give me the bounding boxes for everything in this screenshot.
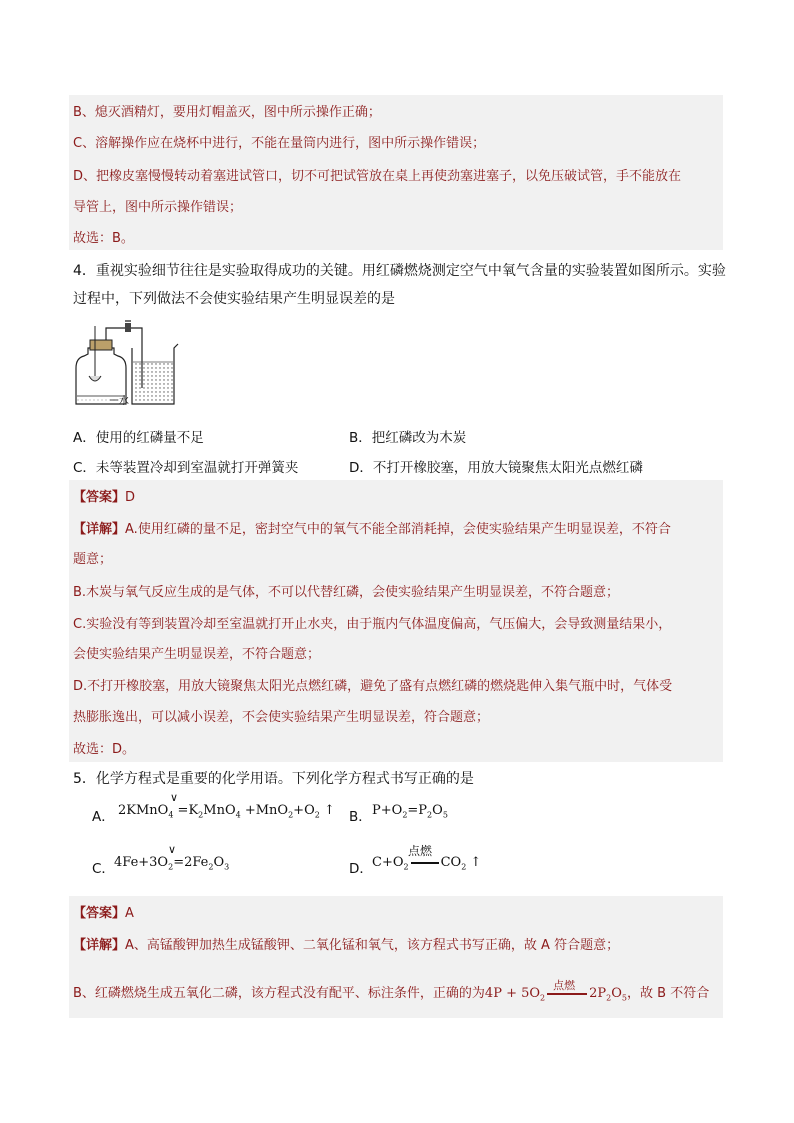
explanation-line: 故选：B。 (73, 231, 134, 246)
explanation-line: 热膨胀逸出，可以减小误差，不会使实验结果产生明显误差，符合题意； (73, 710, 490, 725)
explanation-line: ，故 B 不符合 (627, 986, 710, 1001)
answer-block-q5 (69, 896, 723, 1018)
explanation-line: 会使实验结果产生明显误差，不符合题意； (73, 647, 321, 662)
question-4-stem: 4．重视实验细节往往是实验取得成功的关键。用红磷燃烧测定空气中氧气含量的实验装置如图所示。实验 (73, 263, 726, 279)
explanation-line: C、溶解操作应在烧杯中进行，不能在量筒内进行，图中所示操作错误； (73, 136, 486, 151)
equation-c: $4Fe+3O_2=2Fe_2O_3$ (114, 855, 230, 872)
question-4-option-c: C．未等装置冷却到室温就打开弹簧夹 (73, 460, 299, 476)
question-4-stem-cont: 过程中，下列做法不会使实验结果产生明显误差的是 (73, 291, 395, 307)
explanation-line: 题意； (73, 552, 113, 567)
answer-value: D (125, 490, 136, 505)
question-4-option-b: B．把红磷改为木炭 (349, 430, 467, 446)
explanation-line: D、把橡皮塞慢慢转动着塞进试管口，切不可把试管放在桌上再使劲塞进塞子，以免压破试管，手不能放在 (73, 169, 682, 184)
explanation-line: A、高锰酸钾加热生成锰酸钾、二氧化锰和氧气，该方程式书写正确，故 A 符合题意； (125, 938, 620, 953)
answer-value: A (125, 906, 134, 921)
equation-b: $P+O_2=P_2O_5$ (372, 803, 448, 820)
heat-symbol: ∨ (170, 791, 179, 804)
figure-label-water: 水 (119, 396, 129, 407)
question-5-option-c-label: C． (92, 861, 115, 877)
ignite-condition: 点燃 (553, 978, 576, 992)
explanation-line: B、熄灭酒精灯，要用灯帽盖灭，图中所示操作正确； (73, 105, 381, 120)
explanation-line: C.实验没有等到装置冷却至室温就打开止水夹，由于瓶内气体温度偏高，气压偏大，会导致测量结果小， (73, 617, 672, 632)
detail-label: 【详解】 (73, 522, 126, 537)
question-5-option-d-label: D． (349, 861, 373, 877)
detail-label: 【详解】 (73, 938, 126, 953)
explanation-line: A.使用红磷的量不足，密封空气中的氧气不能全部消耗掉，会使实验结果产生明显误差，不符合 (125, 522, 671, 537)
equation-d: $C+O_2$ $CO_2$ ↑ (372, 855, 482, 872)
equation-a: 2KMnO$_4$ $=K_2MnO_4 +MnO_2+O_2$ ↑ (118, 803, 335, 820)
ignite-condition: 点燃 (408, 844, 433, 858)
answer-block-q4 (69, 480, 723, 762)
question-4-option-d: D．不打开橡胶塞，用放大镜聚焦太阳光点燃红磷 (349, 460, 643, 476)
question-5-option-b-label: B． (349, 809, 372, 825)
question-4-option-a: A．使用的红磷量不足 (73, 430, 204, 446)
answer-label: 【答案】 (73, 490, 126, 505)
explanation-line: B.木炭与氧气反应生成的是气体，不可以代替红磷，会使实验结果产生明显误差，不符合题意； (73, 585, 620, 600)
explanation-line: 故选：D。 (73, 742, 136, 757)
explanation-line: 导管上，图中所示操作错误； (73, 200, 243, 215)
explanation-line: B、红磷燃烧生成五氧化二磷，该方程式没有配平、标注条件，正确的为 (73, 986, 485, 1001)
question-5-option-a-label: A． (92, 809, 115, 825)
question-5-stem: 5．化学方程式是重要的化学用语。下列化学方程式书写正确的是 (73, 771, 474, 787)
heat-symbol: ∨ (168, 843, 177, 856)
corrected-equation: $4P + 5O_2$ 点燃 $2P_2O_5$ (484, 978, 628, 1003)
explanation-line: D.不打开橡胶塞，用放大镜聚焦太阳光点燃红磷，避免了盛有点燃红磷的燃烧匙伸入集气瓶中时，气体受 (73, 679, 673, 694)
answer-label: 【答案】 (73, 906, 126, 921)
explanation-block-prev (69, 95, 723, 250)
